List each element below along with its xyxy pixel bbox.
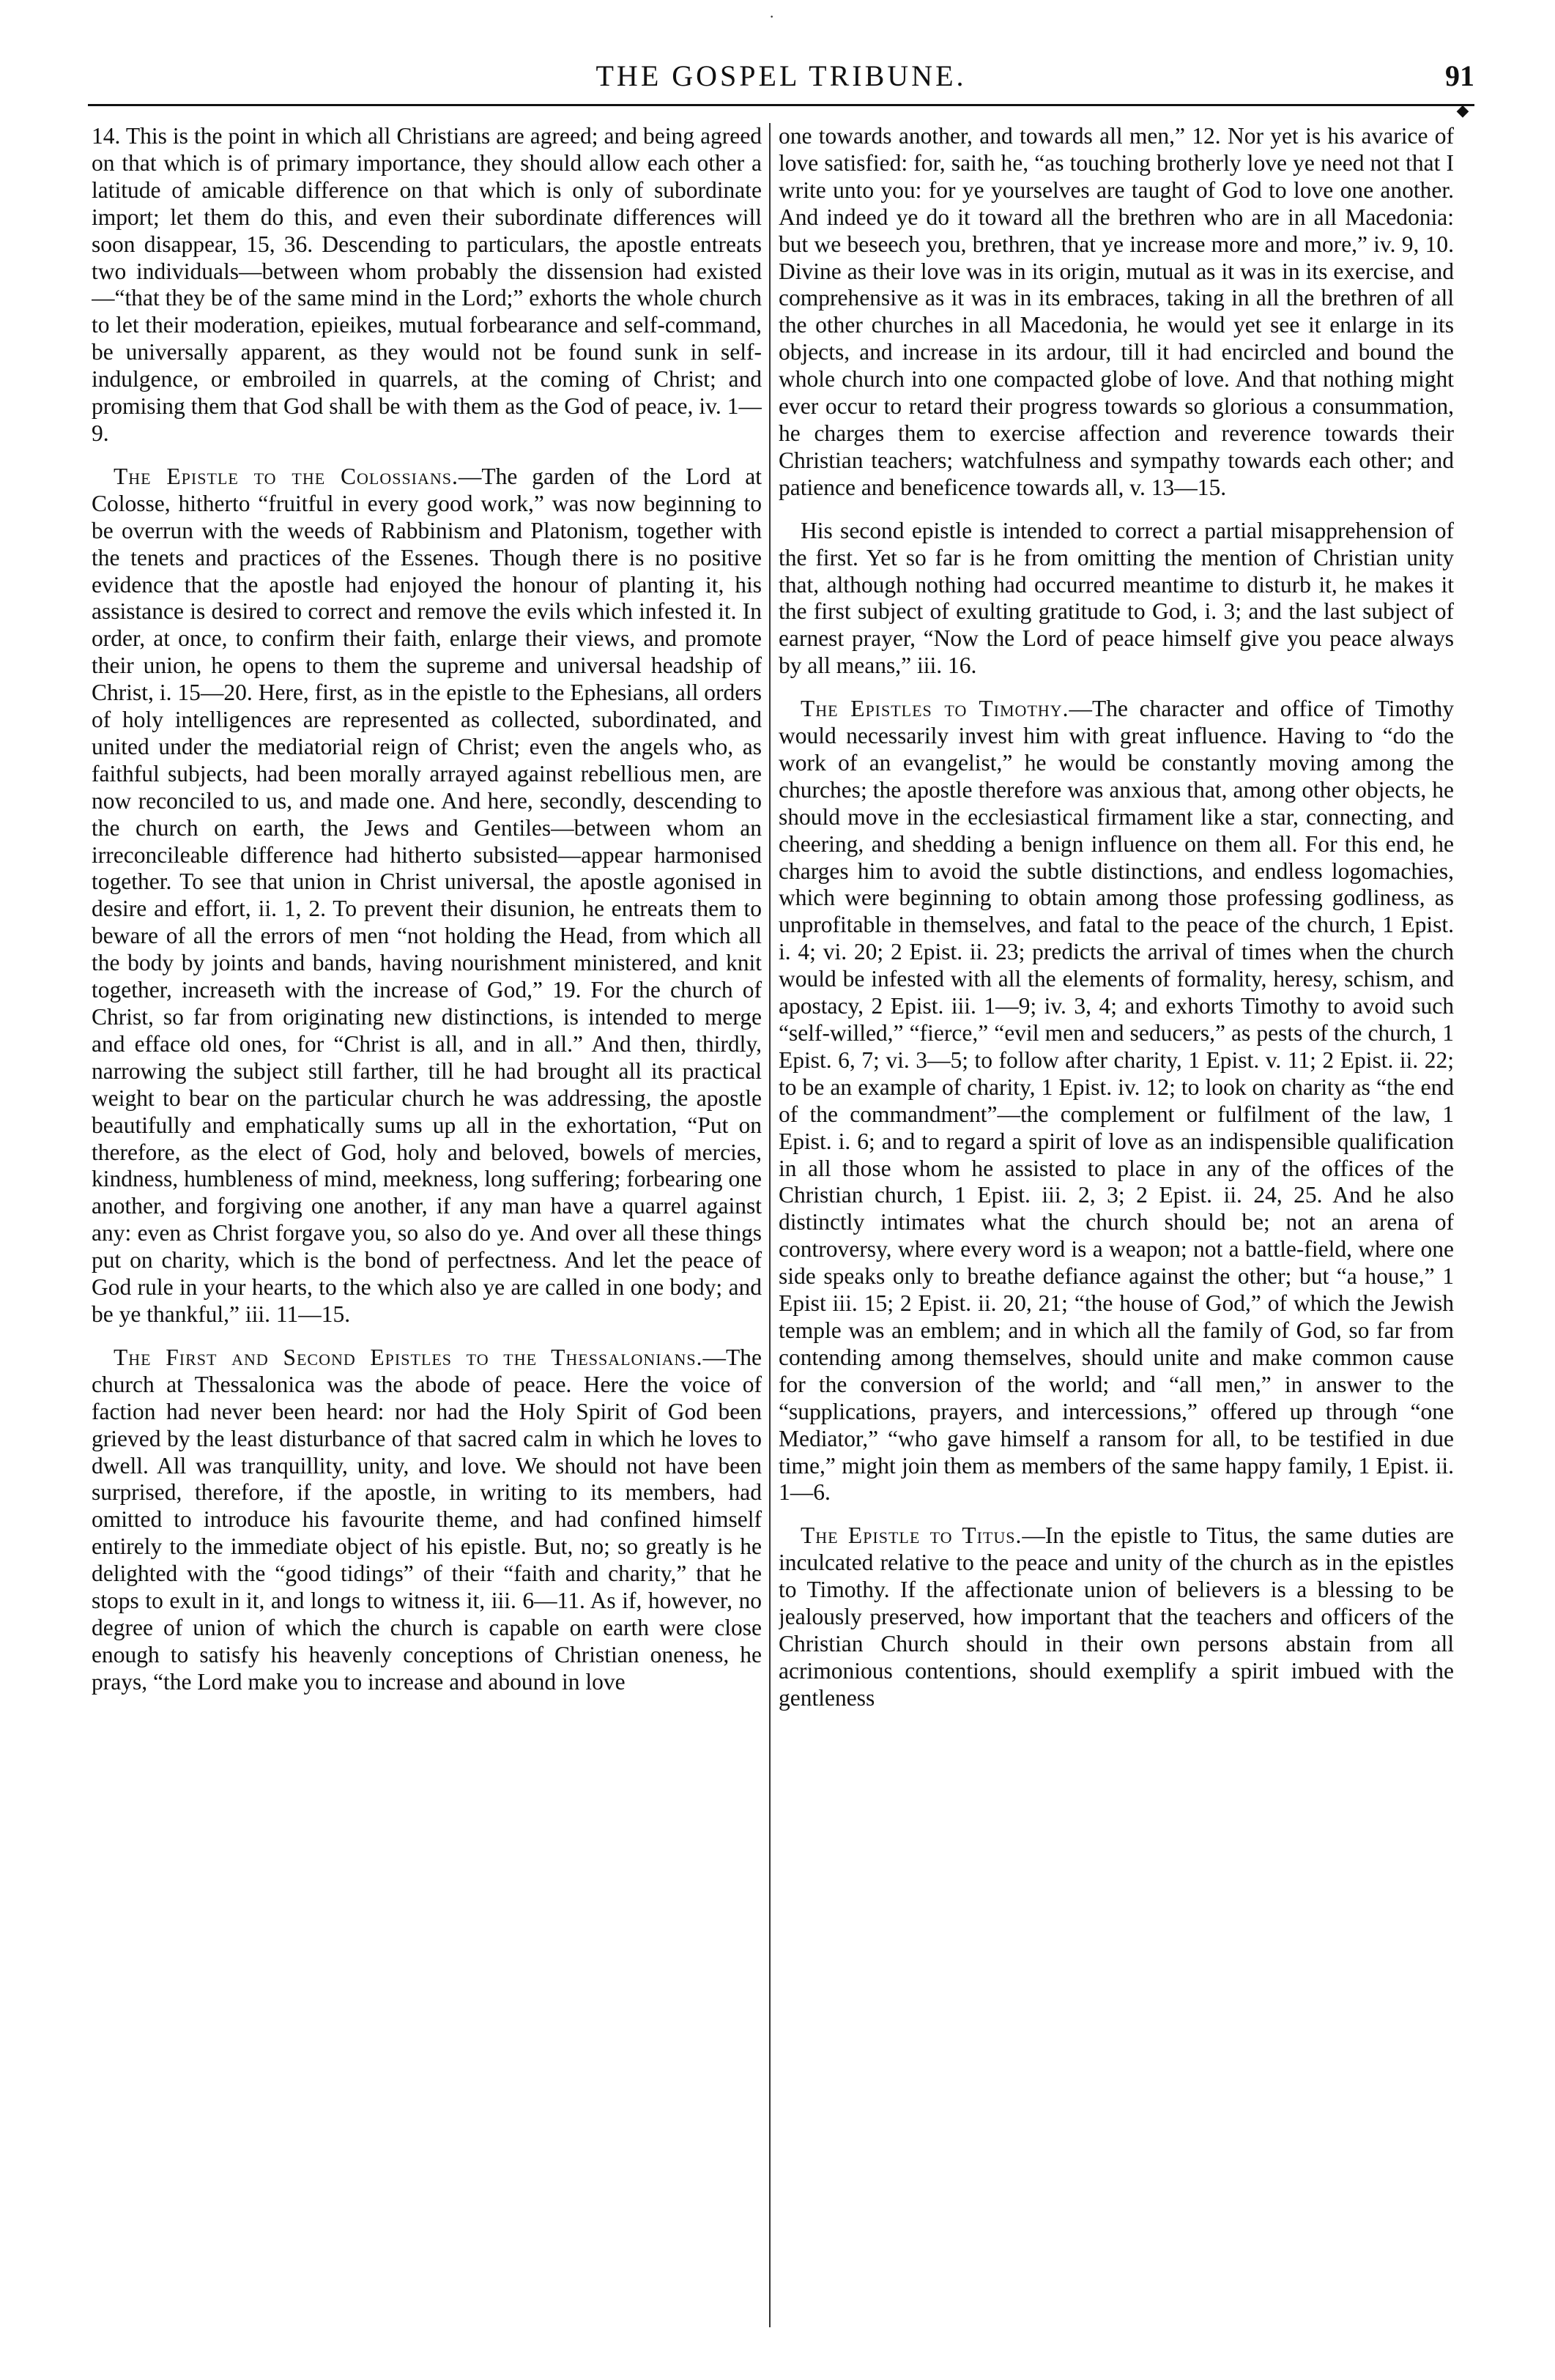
- paragraph-body: —The character and office of Timothy would necessarily invest him with great influence. Having to “do the work of an evangelist,” he would be constantly moving among the churches; the apostle therefore was anxious that, among other objects, he should move in the ecclesiastical firmament like a star, connecting, and cheering, and shedding a benign influence on them all. For this end, he charges him to avoid the subtle distinctions, and endless logomachies, which were beginning to obtain among those professing godliness, as unprofitable in themselves, and fatal to the peace of the church, 1 Epist. i. 4; vi. 20; 2 Epist. ii. 23; predicts the arrival of times when the church would be infested with all the elements of formality, heresy, schism, and apostacy, 2 Epist. iii. 1—9; iv. 3, 4; and exhorts Timothy to avoid such “self-willed,” “fierce,” “evil men and seducers,” as pests of the church, 1 Epist. 6, 7; vi. 3—5; to follow after charity, 1 Epist. v. 11; 2 Epist. ii. 22; to be an example of charity, 1 Epist. iv. 12; to look on charity as “the end of the commandment”—the complement or fulfilment of the law, 1 Epist. i. 6; and to regard a spirit of love as an indispensible qualification in all those whom he assisted to place in any of the offices of the Christian church, 1 Epist. iii. 2, 3; 2 Epist. ii. 24, 25. And he also distinctly intimates what the church should be; not an arena of controversy, where every word is a weapon; not a battle-field, where one side speaks only to breathe defiance against the other; but “a house,” 1 Epist iii. 15; 2 Epist. ii. 20, 21; “the house of God,” of which the Jewish temple was an emblem; and in which all the family of God, so far from contending among themselves, should unite and make common cause for the conversion of the world; and “all men,” in answer to the “supplications, prayers, and intercessions,” offered up through “one Mediator,” “who gave himself a ransom for all, to be testified in due time,” might join them as members of the same happy family, 1 Epist. ii. 1—6.: [779, 696, 1454, 1506]
- paragraph: 14. This is the point in which all Christians are agreed; and being agreed on that which is of primary importance, they should allow each other a latitude of amicable difference on that which is only of subordinate import; let them do this, and even their subordinate differences will soon disappear, 15, 36. Descending to particulars, the apostle entreats two individuals—between whom probably the dissension had existed—“that they be of the same mind in the Lord;” exhorts the whole church to let their moderation, epieikes, mutual forbearance and self-command, be universally apparent, as they would not be found sunk in self-indulgence, or embroiled in quarrels, at the coming of Christ; and promising them that God shall be with them as the God of peace, iv. 1—9.: [92, 123, 762, 446]
- left-column: [92, 123, 762, 2335]
- page-title: THE GOSPEL TRIBUNE.: [595, 59, 967, 92]
- paragraph-body: —In the epistle to Titus, the same duties are inculcated relative to the peace and unity of the church as in the epistles to Timothy. If the affectionate union of believers is a blessing to be jealously preserved, how important that the teachers and officers of the Christian Church should in their own persons abstain from all acrimonious contentions, should exemplify a spirit imbued with the gentleness: [779, 1522, 1454, 1711]
- page-number: 91: [1445, 59, 1474, 92]
- ornament-icon: ◆: [1456, 101, 1469, 119]
- paragraph: [92, 1345, 762, 1696]
- section-heading: The Epistles to Timothy.: [801, 696, 1069, 722]
- column-divider: [769, 123, 771, 2327]
- paragraph: [779, 1522, 1454, 1711]
- right-column: [779, 123, 1454, 2335]
- print-speck: ·: [769, 7, 775, 26]
- section-heading: The Epistle to the Colossians.: [114, 463, 459, 489]
- page-header: [88, 59, 1474, 103]
- header-rule: [88, 104, 1474, 106]
- paragraph: [92, 464, 762, 1328]
- section-heading: The First and Second Epistles to the Thessalonians.: [114, 1344, 703, 1370]
- paragraph-body: —The church at Thessalonica was the abode of peace. Here the voice of faction had never been heard: nor had the Holy Spirit of God been grieved by the least disturbance of that sacred calm in which he loves to dwell. All was tranquillity, unity, and love. We should not have been surprised, therefore, if the apostle, in writing to its members, had omitted to introduce his favourite theme, and had confined himself entirely to the immediate object of his epistle. But, no; so greatly is he delighted with the “good tidings” of their “faith and charity,” that he stops to exult in it, and longs to witness it, iii. 6—11. As if, however, no degree of union of which the church is capable on earth were close enough to satisfy his heavenly conceptions of Christian oneness, he prays, “the Lord make you to increase and abound in love: [92, 1344, 762, 1695]
- paragraph: one towards another, and towards all men,” 12. Nor yet is his avarice of love satisfied: for, saith he, “as touching brotherly love ye need not that I write unto you: for ye yourselves are taught of God to love one another. And indeed ye do it toward all the brethren who are in all Macedonia: but we beseech you, brethren, that ye increase more and more,” iv. 9, 10. Divine as their love was in its origin, mutual as it was in its exercise, and comprehensive as it was in its embraces, taking in all the brethren of all the other churches in all Macedonia, he would yet see it enlarge in its objects, and increase in its ardour, till it had encircled and bound the whole church into one compacted globe of love. And that nothing might ever occur to retard their progress towards so glorious a consummation, he charges them to exercise affection and reverence towards their Christian teachers; watchfulness and sympathy towards each other; and patience and beneficence towards all, v. 13—15.: [779, 123, 1454, 500]
- paragraph: [779, 696, 1454, 1506]
- paragraph: His second epistle is intended to correct a partial misapprehension of the first. Yet so far is he from omitting the mention of Christian unity that, although nothing had occurred meantime to disturb it, he makes it the first subject of exulting gratitude to God, i. 3; and the last subject of earnest prayer, “Now the Lord of peace himself give you peace always by all means,” iii. 16.: [779, 517, 1454, 679]
- section-heading: The Epistle to Titus.: [801, 1522, 1023, 1549]
- paragraph-body: —The garden of the Lord at Colosse, hitherto “fruitful in every good work,” was now beginning to be overrun with the weeds of Rabbinism and Platonism, together with the tenets and practices of the Essenes. Though there is no positive evidence that the apostle had enjoyed the honour of planting it, his assistance is desired to correct and remove the evils which infested it. In order, at once, to confirm their faith, enlarge their views, and promote their union, he opens to them the supreme and universal headship of Christ, i. 15—20. Here, first, as in the epistle to the Ephesians, all orders of holy intelligences are represented as collected, subordinated, and united under the mediatorial reign of Christ; even the angels who, as faithful subjects, had been morally arrayed against rebellious men, are now reconciled to us, and made one. And here, secondly, descending to the church on earth, the Jews and Gentiles—between whom an irreconcileable difference had hitherto subsisted—appear harmonised together. To see that union in Christ universal, the apostle agonised in desire and effort, ii. 1, 2. To prevent their disunion, he entreats them to beware of all the errors of men “not holding the Head, from which all the body by joints and bands, having nourishment ministered, and knit together, increaseth with the increase of God,” 19. For the church of Christ, so far from originating new distinctions, is intended to merge and efface old ones, for “Christ is all, and in all.” And then, thirdly, narrowing the subject still farther, till he had brought all its practical weight to bear on the particular church he was addressing, the apostle beautifully and emphatically sums up all in the exhortation, “Put on therefore, as the elect of God, holy and beloved, bowels of mercies, kindness, humbleness of mind, meekness, long suffering; forbearing one another, and forgiving one another, if any man have a quarrel against any: even as Christ forgave you, so also do ye. And over all these things put on charity, which is the bond of perfectness. And let the peace of God rule in your hearts, to the which also ye are called in one body; and be ye thankful,” iii. 11—15.: [92, 463, 762, 1327]
